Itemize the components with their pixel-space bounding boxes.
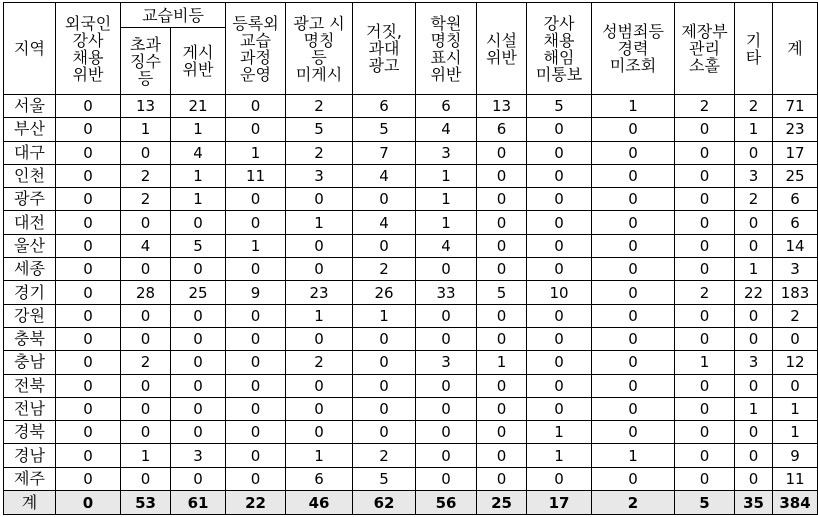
count-cell: 35: [735, 491, 773, 515]
count-cell: 0: [56, 281, 121, 304]
table-row: [4, 188, 818, 211]
count-cell: 0: [286, 188, 353, 211]
count-cell: 1: [675, 351, 735, 374]
table-row: [4, 304, 818, 327]
count-cell: 0: [735, 421, 773, 444]
count-cell: 1: [226, 234, 286, 257]
count-cell: 0: [56, 95, 121, 118]
count-cell: 0: [735, 141, 773, 164]
count-cell: 4: [353, 164, 416, 187]
row-total-cell: 2: [773, 304, 818, 327]
count-cell: 0: [675, 397, 735, 420]
count-cell: 0: [527, 397, 592, 420]
count-cell: 0: [171, 421, 226, 444]
count-cell: 46: [286, 491, 353, 515]
count-cell: 0: [56, 118, 121, 141]
count-cell: 2: [353, 258, 416, 281]
count-cell: 25: [171, 281, 226, 304]
header-posting: 게시 위반: [171, 28, 226, 95]
table-row: [4, 141, 818, 164]
count-cell: 0: [56, 188, 121, 211]
count-cell: 5: [527, 95, 592, 118]
header-other: 기 타: [735, 3, 773, 95]
count-cell: 0: [527, 258, 592, 281]
count-cell: 4: [416, 118, 477, 141]
count-cell: 0: [56, 211, 121, 234]
count-cell: 1: [592, 444, 675, 467]
count-cell: 0: [56, 258, 121, 281]
count-cell: 6: [477, 118, 527, 141]
row-total-cell: 25: [773, 164, 818, 187]
count-cell: 5: [171, 234, 226, 257]
count-cell: 5: [675, 491, 735, 515]
count-cell: 0: [675, 374, 735, 397]
row-total-cell: 0: [773, 374, 818, 397]
count-cell: 0: [56, 304, 121, 327]
count-cell: 0: [226, 188, 286, 211]
count-cell: 1: [527, 444, 592, 467]
count-cell: 0: [286, 258, 353, 281]
count-cell: 2: [735, 95, 773, 118]
region-cell: 대구: [4, 141, 56, 164]
count-cell: 0: [56, 351, 121, 374]
count-cell: 1: [286, 211, 353, 234]
count-cell: 2: [121, 351, 171, 374]
count-cell: 0: [226, 374, 286, 397]
count-cell: 0: [353, 188, 416, 211]
count-cell: 0: [735, 467, 773, 490]
row-total-cell: 1: [773, 421, 818, 444]
count-cell: 62: [353, 491, 416, 515]
count-cell: 0: [121, 304, 171, 327]
count-cell: 0: [171, 211, 226, 234]
count-cell: 0: [226, 421, 286, 444]
count-cell: 1: [416, 211, 477, 234]
count-cell: 3: [416, 141, 477, 164]
count-cell: 0: [56, 397, 121, 420]
table-row: [4, 467, 818, 490]
count-cell: 0: [226, 118, 286, 141]
count-cell: 1: [353, 304, 416, 327]
count-cell: 0: [477, 164, 527, 187]
table-row: [4, 327, 818, 350]
count-cell: 0: [171, 351, 226, 374]
count-cell: 0: [675, 141, 735, 164]
header-region: 지역: [4, 3, 56, 95]
count-cell: 0: [527, 188, 592, 211]
count-cell: 0: [477, 374, 527, 397]
count-cell: 0: [477, 258, 527, 281]
count-cell: 5: [353, 467, 416, 490]
count-cell: 0: [592, 397, 675, 420]
row-total-cell: 6: [773, 211, 818, 234]
region-cell: 제주: [4, 467, 56, 490]
row-total-cell: 384: [773, 491, 818, 515]
count-cell: 4: [353, 211, 416, 234]
count-cell: 0: [226, 327, 286, 350]
total-row: [4, 491, 818, 515]
count-cell: 0: [592, 281, 675, 304]
count-cell: 0: [416, 444, 477, 467]
count-cell: 0: [226, 397, 286, 420]
count-cell: 13: [121, 95, 171, 118]
count-cell: 0: [477, 234, 527, 257]
count-cell: 0: [56, 421, 121, 444]
table-row: [4, 281, 818, 304]
count-cell: 0: [416, 397, 477, 420]
count-cell: 1: [416, 188, 477, 211]
count-cell: 2: [121, 188, 171, 211]
count-cell: 0: [592, 188, 675, 211]
region-cell: 인천: [4, 164, 56, 187]
count-cell: 25: [477, 491, 527, 515]
region-cell: 울산: [4, 234, 56, 257]
count-cell: 3: [735, 351, 773, 374]
count-cell: 0: [171, 374, 226, 397]
count-cell: 26: [353, 281, 416, 304]
count-cell: 6: [416, 95, 477, 118]
region-cell: 강원: [4, 304, 56, 327]
count-cell: 3: [286, 164, 353, 187]
header-tuition-group: 교습비등: [121, 3, 226, 28]
count-cell: 0: [527, 304, 592, 327]
count-cell: 0: [527, 327, 592, 350]
count-cell: 0: [121, 141, 171, 164]
row-total-cell: 23: [773, 118, 818, 141]
count-cell: 0: [592, 327, 675, 350]
count-cell: 0: [675, 304, 735, 327]
count-cell: 11: [226, 164, 286, 187]
count-cell: 56: [416, 491, 477, 515]
count-cell: 0: [675, 118, 735, 141]
header-academy-sign: 학원 명칭 표시 위반: [416, 3, 477, 95]
count-cell: 0: [121, 374, 171, 397]
count-cell: 13: [477, 95, 527, 118]
count-cell: 0: [416, 304, 477, 327]
header-facility: 시설 위반: [477, 3, 527, 95]
count-cell: 53: [121, 491, 171, 515]
count-cell: 0: [592, 467, 675, 490]
count-cell: 0: [592, 141, 675, 164]
table-row: [4, 95, 818, 118]
count-cell: 5: [353, 118, 416, 141]
count-cell: 0: [477, 211, 527, 234]
count-cell: 5: [477, 281, 527, 304]
count-cell: 5: [286, 118, 353, 141]
count-cell: 0: [286, 234, 353, 257]
count-cell: 2: [675, 281, 735, 304]
count-cell: 0: [56, 234, 121, 257]
count-cell: 1: [477, 351, 527, 374]
count-cell: 0: [477, 327, 527, 350]
count-cell: 0: [675, 234, 735, 257]
header-instructor-dismissal: 강사 채용 해임 미통보: [527, 3, 592, 95]
count-cell: 1: [735, 397, 773, 420]
count-cell: 0: [286, 397, 353, 420]
row-total-cell: 9: [773, 444, 818, 467]
table-row: [4, 258, 818, 281]
count-cell: 0: [353, 234, 416, 257]
count-cell: 0: [56, 491, 121, 515]
count-cell: 1: [286, 304, 353, 327]
count-cell: 0: [416, 467, 477, 490]
count-cell: 0: [675, 258, 735, 281]
count-cell: 0: [171, 467, 226, 490]
region-cell: 전남: [4, 397, 56, 420]
header-unregistered-course: 등록외 교습 과정 운영: [226, 3, 286, 95]
count-cell: 0: [56, 164, 121, 187]
count-cell: 0: [675, 211, 735, 234]
count-cell: 1: [171, 164, 226, 187]
violations-table: [3, 2, 818, 515]
count-cell: 2: [353, 444, 416, 467]
count-cell: 1: [592, 95, 675, 118]
count-cell: 0: [675, 444, 735, 467]
region-cell: 대전: [4, 211, 56, 234]
count-cell: 0: [286, 421, 353, 444]
count-cell: 23: [286, 281, 353, 304]
count-cell: 22: [226, 491, 286, 515]
count-cell: 0: [416, 258, 477, 281]
count-cell: 1: [171, 118, 226, 141]
count-cell: 1: [121, 444, 171, 467]
count-cell: 22: [735, 281, 773, 304]
count-cell: 0: [735, 327, 773, 350]
count-cell: 21: [171, 95, 226, 118]
count-cell: 0: [527, 351, 592, 374]
row-total-cell: 11: [773, 467, 818, 490]
count-cell: 0: [286, 327, 353, 350]
count-cell: 3: [416, 351, 477, 374]
count-cell: 0: [121, 397, 171, 420]
count-cell: 0: [675, 188, 735, 211]
count-cell: 33: [416, 281, 477, 304]
region-cell: 전북: [4, 374, 56, 397]
count-cell: 0: [56, 141, 121, 164]
count-cell: 0: [592, 374, 675, 397]
count-cell: 0: [527, 374, 592, 397]
count-cell: 1: [735, 118, 773, 141]
count-cell: 4: [416, 234, 477, 257]
count-cell: 2: [675, 95, 735, 118]
row-total-cell: 17: [773, 141, 818, 164]
count-cell: 0: [353, 351, 416, 374]
header-foreign-instructor: 외국인 강사 채용 위반: [56, 3, 121, 95]
count-cell: 2: [286, 351, 353, 374]
count-cell: 0: [735, 374, 773, 397]
count-cell: 0: [527, 467, 592, 490]
count-cell: 0: [675, 467, 735, 490]
count-cell: 2: [286, 141, 353, 164]
header-sex-crime-check: 성범죄등 경력 미조회: [592, 3, 675, 95]
count-cell: 1: [226, 141, 286, 164]
count-cell: 0: [735, 211, 773, 234]
count-cell: 10: [527, 281, 592, 304]
count-cell: 0: [353, 374, 416, 397]
count-cell: 0: [735, 234, 773, 257]
table-row: [4, 234, 818, 257]
region-cell: 경기: [4, 281, 56, 304]
count-cell: 0: [477, 467, 527, 490]
count-cell: 1: [735, 258, 773, 281]
count-cell: 0: [171, 304, 226, 327]
count-cell: 0: [477, 397, 527, 420]
count-cell: 0: [675, 164, 735, 187]
table-row: [4, 118, 818, 141]
count-cell: 0: [477, 188, 527, 211]
row-total-cell: 183: [773, 281, 818, 304]
count-cell: 0: [56, 327, 121, 350]
count-cell: 0: [675, 327, 735, 350]
header-ledger: 제장부 관리 소홀: [675, 3, 735, 95]
region-cell: 서울: [4, 95, 56, 118]
count-cell: 2: [286, 95, 353, 118]
row-total-cell: 6: [773, 188, 818, 211]
count-cell: 0: [226, 211, 286, 234]
row-total-cell: 3: [773, 258, 818, 281]
table-row: [4, 351, 818, 374]
header-total: 계: [773, 3, 818, 95]
count-cell: 1: [121, 118, 171, 141]
count-cell: 0: [592, 351, 675, 374]
count-cell: 2: [735, 188, 773, 211]
count-cell: 3: [735, 164, 773, 187]
region-cell: 광주: [4, 188, 56, 211]
count-cell: 2: [592, 491, 675, 515]
table-row: [4, 211, 818, 234]
count-cell: 0: [121, 258, 171, 281]
count-cell: 0: [416, 421, 477, 444]
row-total-cell: 14: [773, 234, 818, 257]
count-cell: 0: [353, 421, 416, 444]
count-cell: 0: [527, 211, 592, 234]
count-cell: 0: [286, 374, 353, 397]
count-cell: 0: [477, 421, 527, 444]
count-cell: 0: [477, 304, 527, 327]
count-cell: 1: [527, 421, 592, 444]
count-cell: 7: [353, 141, 416, 164]
count-cell: 0: [56, 467, 121, 490]
region-cell: 충남: [4, 351, 56, 374]
header-false-advertising: 거짓, 과대 광고: [353, 3, 416, 95]
count-cell: 17: [527, 491, 592, 515]
count-cell: 9: [226, 281, 286, 304]
count-cell: 0: [226, 351, 286, 374]
count-cell: 0: [592, 421, 675, 444]
count-cell: 2: [121, 164, 171, 187]
count-cell: 0: [675, 421, 735, 444]
count-cell: 0: [226, 258, 286, 281]
table-row: [4, 421, 818, 444]
row-total-cell: 1: [773, 397, 818, 420]
count-cell: 0: [226, 444, 286, 467]
count-cell: 0: [592, 164, 675, 187]
count-cell: 1: [286, 444, 353, 467]
count-cell: 0: [592, 211, 675, 234]
count-cell: 3: [171, 444, 226, 467]
table-row: [4, 444, 818, 467]
count-cell: 4: [171, 141, 226, 164]
table-body: [4, 95, 818, 515]
count-cell: 0: [226, 467, 286, 490]
row-total-cell: 12: [773, 351, 818, 374]
count-cell: 0: [477, 444, 527, 467]
count-cell: 0: [735, 304, 773, 327]
count-cell: 0: [121, 327, 171, 350]
count-cell: 1: [416, 164, 477, 187]
region-cell: 세종: [4, 258, 56, 281]
count-cell: 0: [592, 234, 675, 257]
count-cell: 0: [592, 118, 675, 141]
count-cell: 28: [121, 281, 171, 304]
count-cell: 0: [477, 141, 527, 164]
count-cell: 0: [416, 327, 477, 350]
count-cell: 0: [56, 374, 121, 397]
count-cell: 61: [171, 491, 226, 515]
count-cell: 6: [353, 95, 416, 118]
count-cell: 0: [226, 304, 286, 327]
header-overcharge: 초과 징수 등: [121, 28, 171, 95]
count-cell: 0: [56, 444, 121, 467]
region-cell: 경북: [4, 421, 56, 444]
table-row: [4, 164, 818, 187]
count-cell: 0: [353, 397, 416, 420]
header-ad-name-missing: 광고 시 명칭 등 미게시: [286, 3, 353, 95]
count-cell: 0: [121, 467, 171, 490]
count-cell: 4: [121, 234, 171, 257]
region-cell: 부산: [4, 118, 56, 141]
count-cell: 6: [286, 467, 353, 490]
region-cell: 충북: [4, 327, 56, 350]
row-total-cell: 71: [773, 95, 818, 118]
count-cell: 0: [527, 118, 592, 141]
count-cell: 0: [416, 374, 477, 397]
row-total-cell: 0: [773, 327, 818, 350]
count-cell: 0: [121, 421, 171, 444]
count-cell: 0: [353, 327, 416, 350]
count-cell: 0: [171, 397, 226, 420]
count-cell: 0: [592, 304, 675, 327]
count-cell: 0: [226, 95, 286, 118]
table-row: [4, 397, 818, 420]
count-cell: 0: [527, 164, 592, 187]
count-cell: 0: [527, 234, 592, 257]
count-cell: 0: [527, 141, 592, 164]
table-row: [4, 374, 818, 397]
count-cell: 0: [121, 211, 171, 234]
region-cell: 경남: [4, 444, 56, 467]
count-cell: 0: [592, 258, 675, 281]
count-cell: 0: [171, 327, 226, 350]
count-cell: 1: [171, 188, 226, 211]
count-cell: 0: [735, 444, 773, 467]
region-cell: 계: [4, 491, 56, 515]
count-cell: 0: [171, 258, 226, 281]
